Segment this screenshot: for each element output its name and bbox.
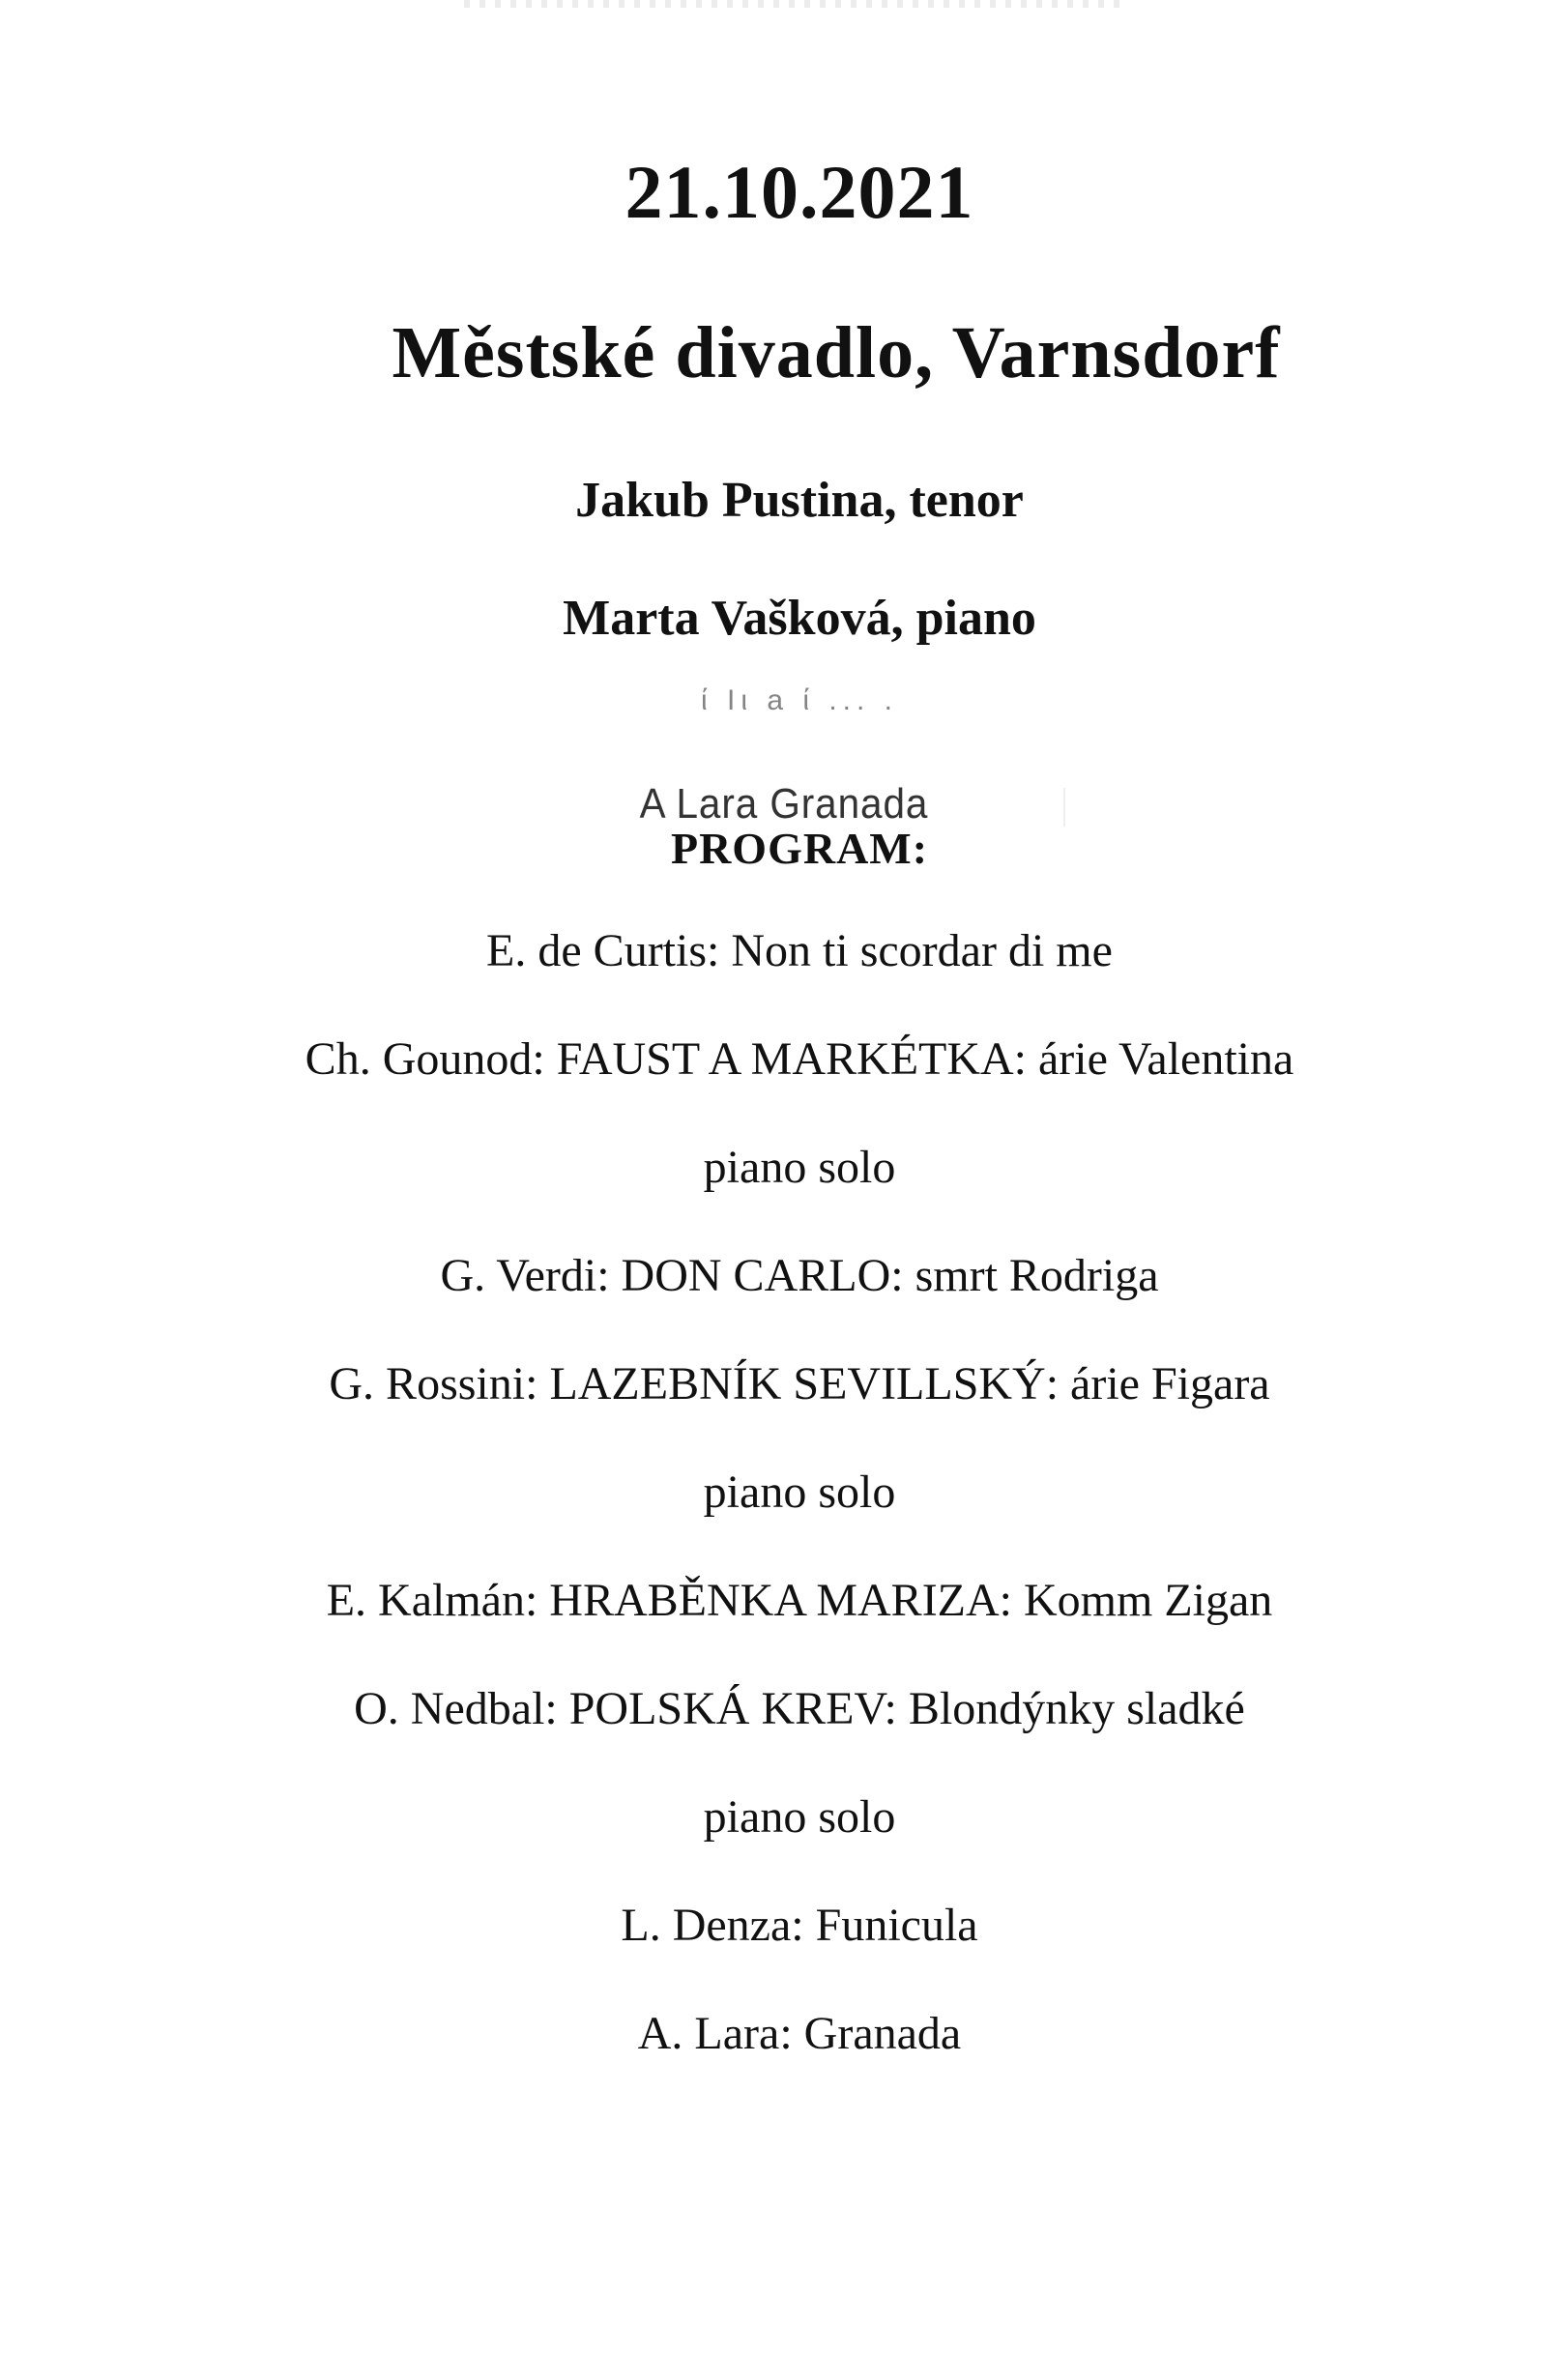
faint-scan-marks: ί Ιι a ί ... . xyxy=(700,684,899,716)
program-item: E. Kalmán: HRABĚNKA MARIZA: Komm Zigan xyxy=(326,1575,1273,1626)
program-item: G. Rossini: LAZEBNÍK SEVILLSKÝ: árie Figara xyxy=(329,1358,1270,1409)
program-item: Ch. Gounod: FAUST A MARKÉTKA: árie Valentina xyxy=(305,1033,1294,1085)
program-item-piano-solo: piano solo xyxy=(703,1467,896,1518)
scan-speckle xyxy=(464,0,1121,8)
performer-tenor: Jakub Pustina, tenor xyxy=(575,473,1024,528)
program-item: A. Lara: Granada xyxy=(637,2008,962,2059)
program-heading: PROGRAM: xyxy=(670,824,929,873)
program-item: O. Nedbal: POLSKÁ KREV: Blondýnky sladké xyxy=(354,1683,1245,1734)
concert-date: 21.10.2021 xyxy=(624,150,974,234)
program-item: G. Verdi: DON CARLO: smrt Rodriga xyxy=(440,1250,1159,1301)
program-item-piano-solo: piano solo xyxy=(703,1791,896,1843)
performer-piano: Marta Vašková, piano xyxy=(563,591,1036,646)
program-item: L. Denza: Funicula xyxy=(621,1900,978,1951)
program-item-piano-solo: piano solo xyxy=(703,1142,896,1193)
bleed-through-text: A Lara Granada xyxy=(639,780,929,828)
venue-title: Městské divadlo, Varnsdorf xyxy=(392,312,1281,393)
program-item: E. de Curtis: Non ti scordar di me xyxy=(486,925,1113,976)
